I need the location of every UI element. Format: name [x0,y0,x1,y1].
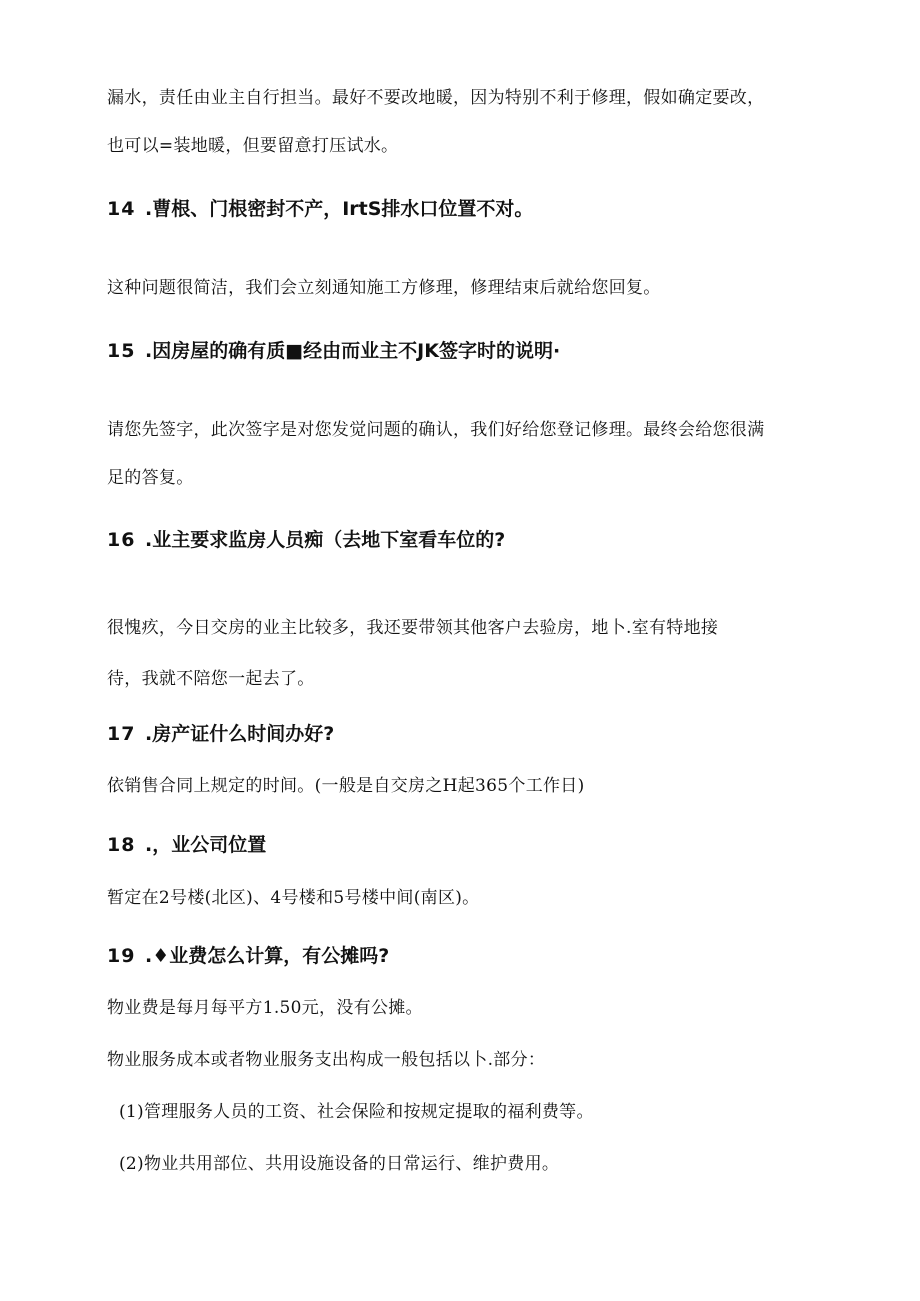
question-heading-17 [107,721,334,747]
answer-line: 请您先签字，此次签字是对您发觉问题的确认，我们好给您登记修理。最终会给您很满 [107,420,765,440]
question-number: 16 [107,529,136,551]
question-text: .♦业费怎么计算，有公摊吗? [145,945,390,967]
answer-line: 物业费是每月每平方1.50元，没有公摊。 [107,998,423,1018]
list-item: (2)物业共用部位、共用设施设备的日常运行、维护费用。 [119,1154,560,1174]
question-text: .，业公司位置 [145,834,267,856]
question-number: 19 [107,945,136,967]
list-item: (1)管理服务人员的工资、社会保险和按规定提取的福利费等。 [119,1102,594,1122]
question-number: 14 [107,198,136,220]
question-heading-19 [107,943,389,969]
question-text: .曹根、门根密封不产，IrtS排水口位置不对。 [145,198,534,220]
question-heading-18 [107,832,266,858]
answer-line: 物业服务成本或者物业服务支出构成一般包括以卜.部分： [107,1050,546,1070]
question-heading-14 [107,196,533,222]
question-text: .房产证什么时间办好? [145,723,335,745]
question-number: 17 [107,723,136,745]
question-text: .因房屋的确有质■经由而业主不JK签字时的说明· [145,340,561,362]
paragraph-line: 漏水，责任由业主自行担当。最好不要改地暖，因为特别不利于修理，假如确定要改， [107,88,765,108]
answer-line: 暂定在2号楼(北区)、4号楼和5号楼中间(南区)。 [107,888,480,908]
question-heading-16 [107,527,505,553]
answer-line: 依销售合同上规定的时间。(一般是自交房之H起365个工作日) [107,776,585,796]
answer-line: 待，我就不陪您一起去了。 [107,669,315,689]
question-heading-15 [107,338,560,364]
answer-line: 足的答复。 [107,468,194,488]
question-number: 18 [107,834,136,856]
answer-line: 这种问题很简洁，我们会立刻通知施工方修理，修理结束后就给您回复。 [107,278,661,298]
question-text: .业主要求监房人员痴（去地下室看车位的? [145,529,506,551]
paragraph-line: 也可以=装地暖，但要留意打压试水。 [107,136,399,156]
answer-line: 很愧疚，今日交房的业主比较多，我还要带领其他客户去验房，地卜.室有特地接 [107,618,719,638]
question-number: 15 [107,340,136,362]
